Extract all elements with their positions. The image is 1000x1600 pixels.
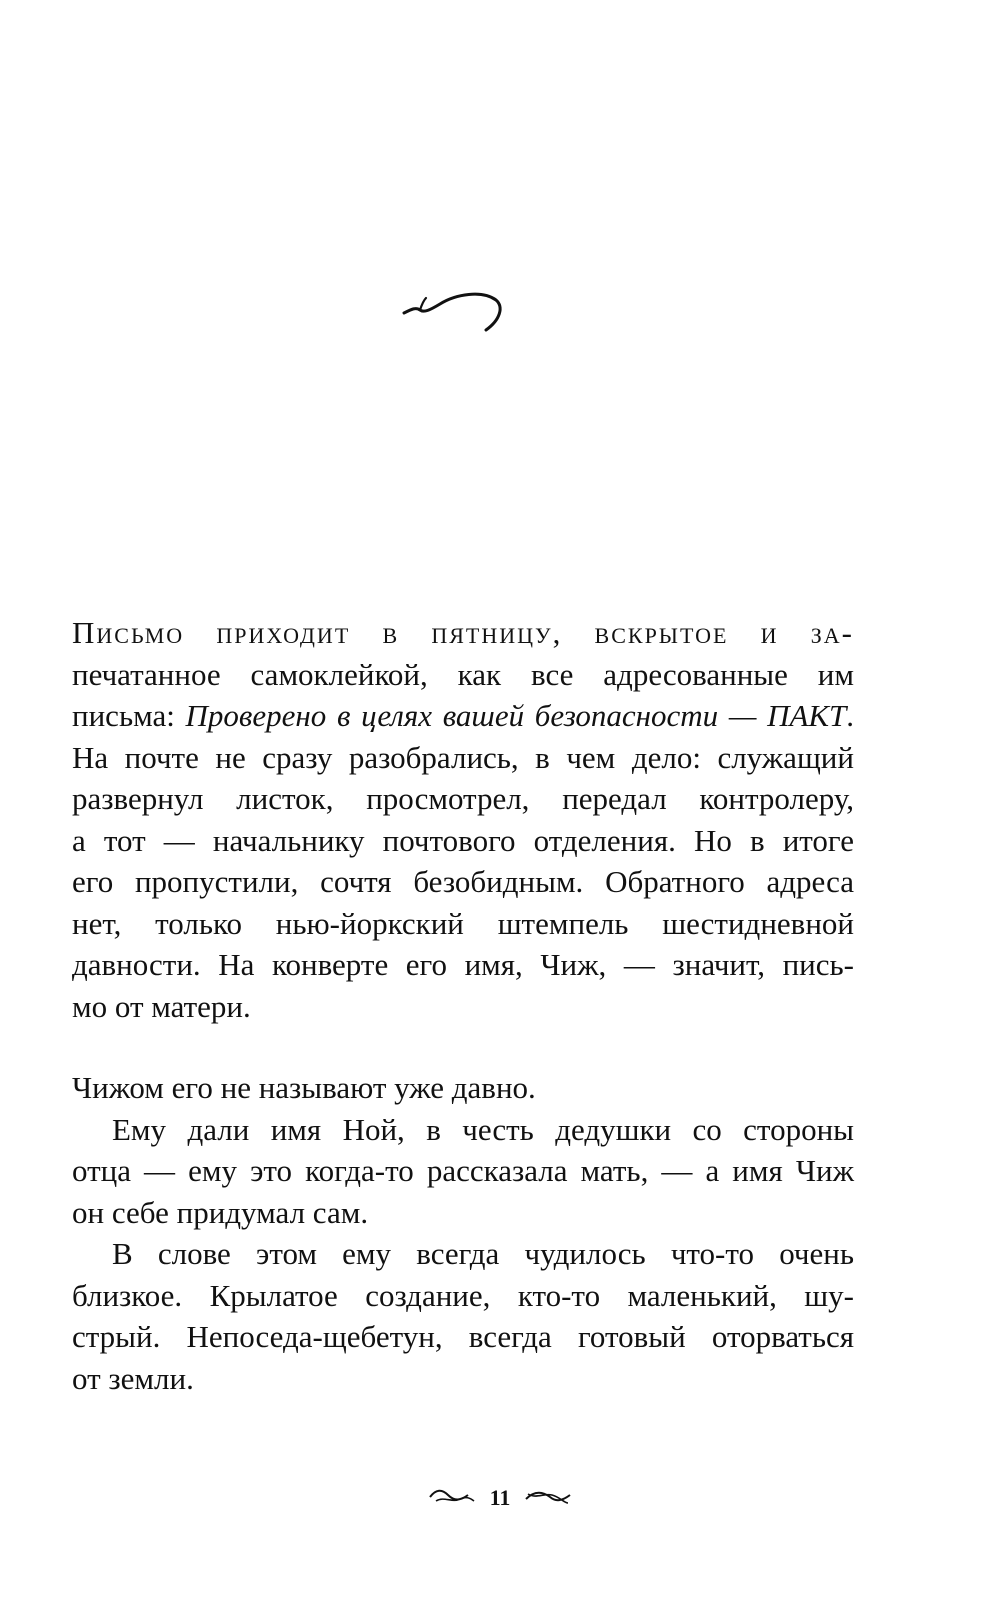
text-line: а тот — начальнику почтового отделения. Но в итоге [72,822,854,858]
text-line: отца — ему это когда-то рассказала мать, — а имя Чиж [72,1153,854,1188]
page-footer [0,1478,1000,1518]
text-line: нет, только нью-йоркский штемпель шестидневной [72,905,854,941]
text-line: печатанное самоклейкой, как все адресованные им [72,656,854,692]
page-number: 11 [489,1485,511,1510]
text-line: На почте не сразу разобрались, в чем дело: служащий [72,739,854,775]
text-line [72,695,854,737]
text-fragment: . [846,698,854,733]
text-line: стрый. Непоседа-щебетун, всегда готовый оторваться [72,1319,854,1354]
wave-flourish-icon [524,1487,572,1509]
paragraph-2 [72,1067,854,1109]
text-fragment: письма: [72,698,186,733]
text-line: давности. На конверте его имя, Чиж, — значит, пись- [72,947,854,982]
paragraph-3-cont [72,1150,854,1233]
text-line: его пропустили, сочтя безобидным. Обратного адреса [72,864,854,899]
text-line: Письмо приходит в пятницу, вскрытое и за- [72,615,854,650]
text-line: развернул листок, просмотрел, передал контролеру, [72,781,854,816]
text-line: он себе придумал сам. [72,1194,369,1230]
text-line: В слове этом ему всегда чудилось что-то очень [112,1236,854,1271]
paragraph-4 [72,1233,854,1275]
text-line: близкое. Крылатое создание, кто-то маленький, шу- [72,1277,854,1313]
paragraph-gap [72,1027,854,1067]
wave-flourish-icon [428,1487,476,1509]
paragraph-1 [72,612,854,1027]
paragraph-4-cont [72,1275,854,1400]
text-line: Ему дали имя Ной, в честь дедушки со стороны [112,1111,854,1147]
swash-ornament-icon [400,280,510,340]
text-line: мо от матери. [72,988,251,1024]
text-line: от земли. [72,1360,194,1396]
main-text [72,612,854,1399]
paragraph-3 [72,1109,854,1151]
text-line: Чижом его не называют уже давно. [72,1070,536,1105]
stamp-quote: Проверено в целях вашей безопасности — ПАКТ [185,698,847,733]
